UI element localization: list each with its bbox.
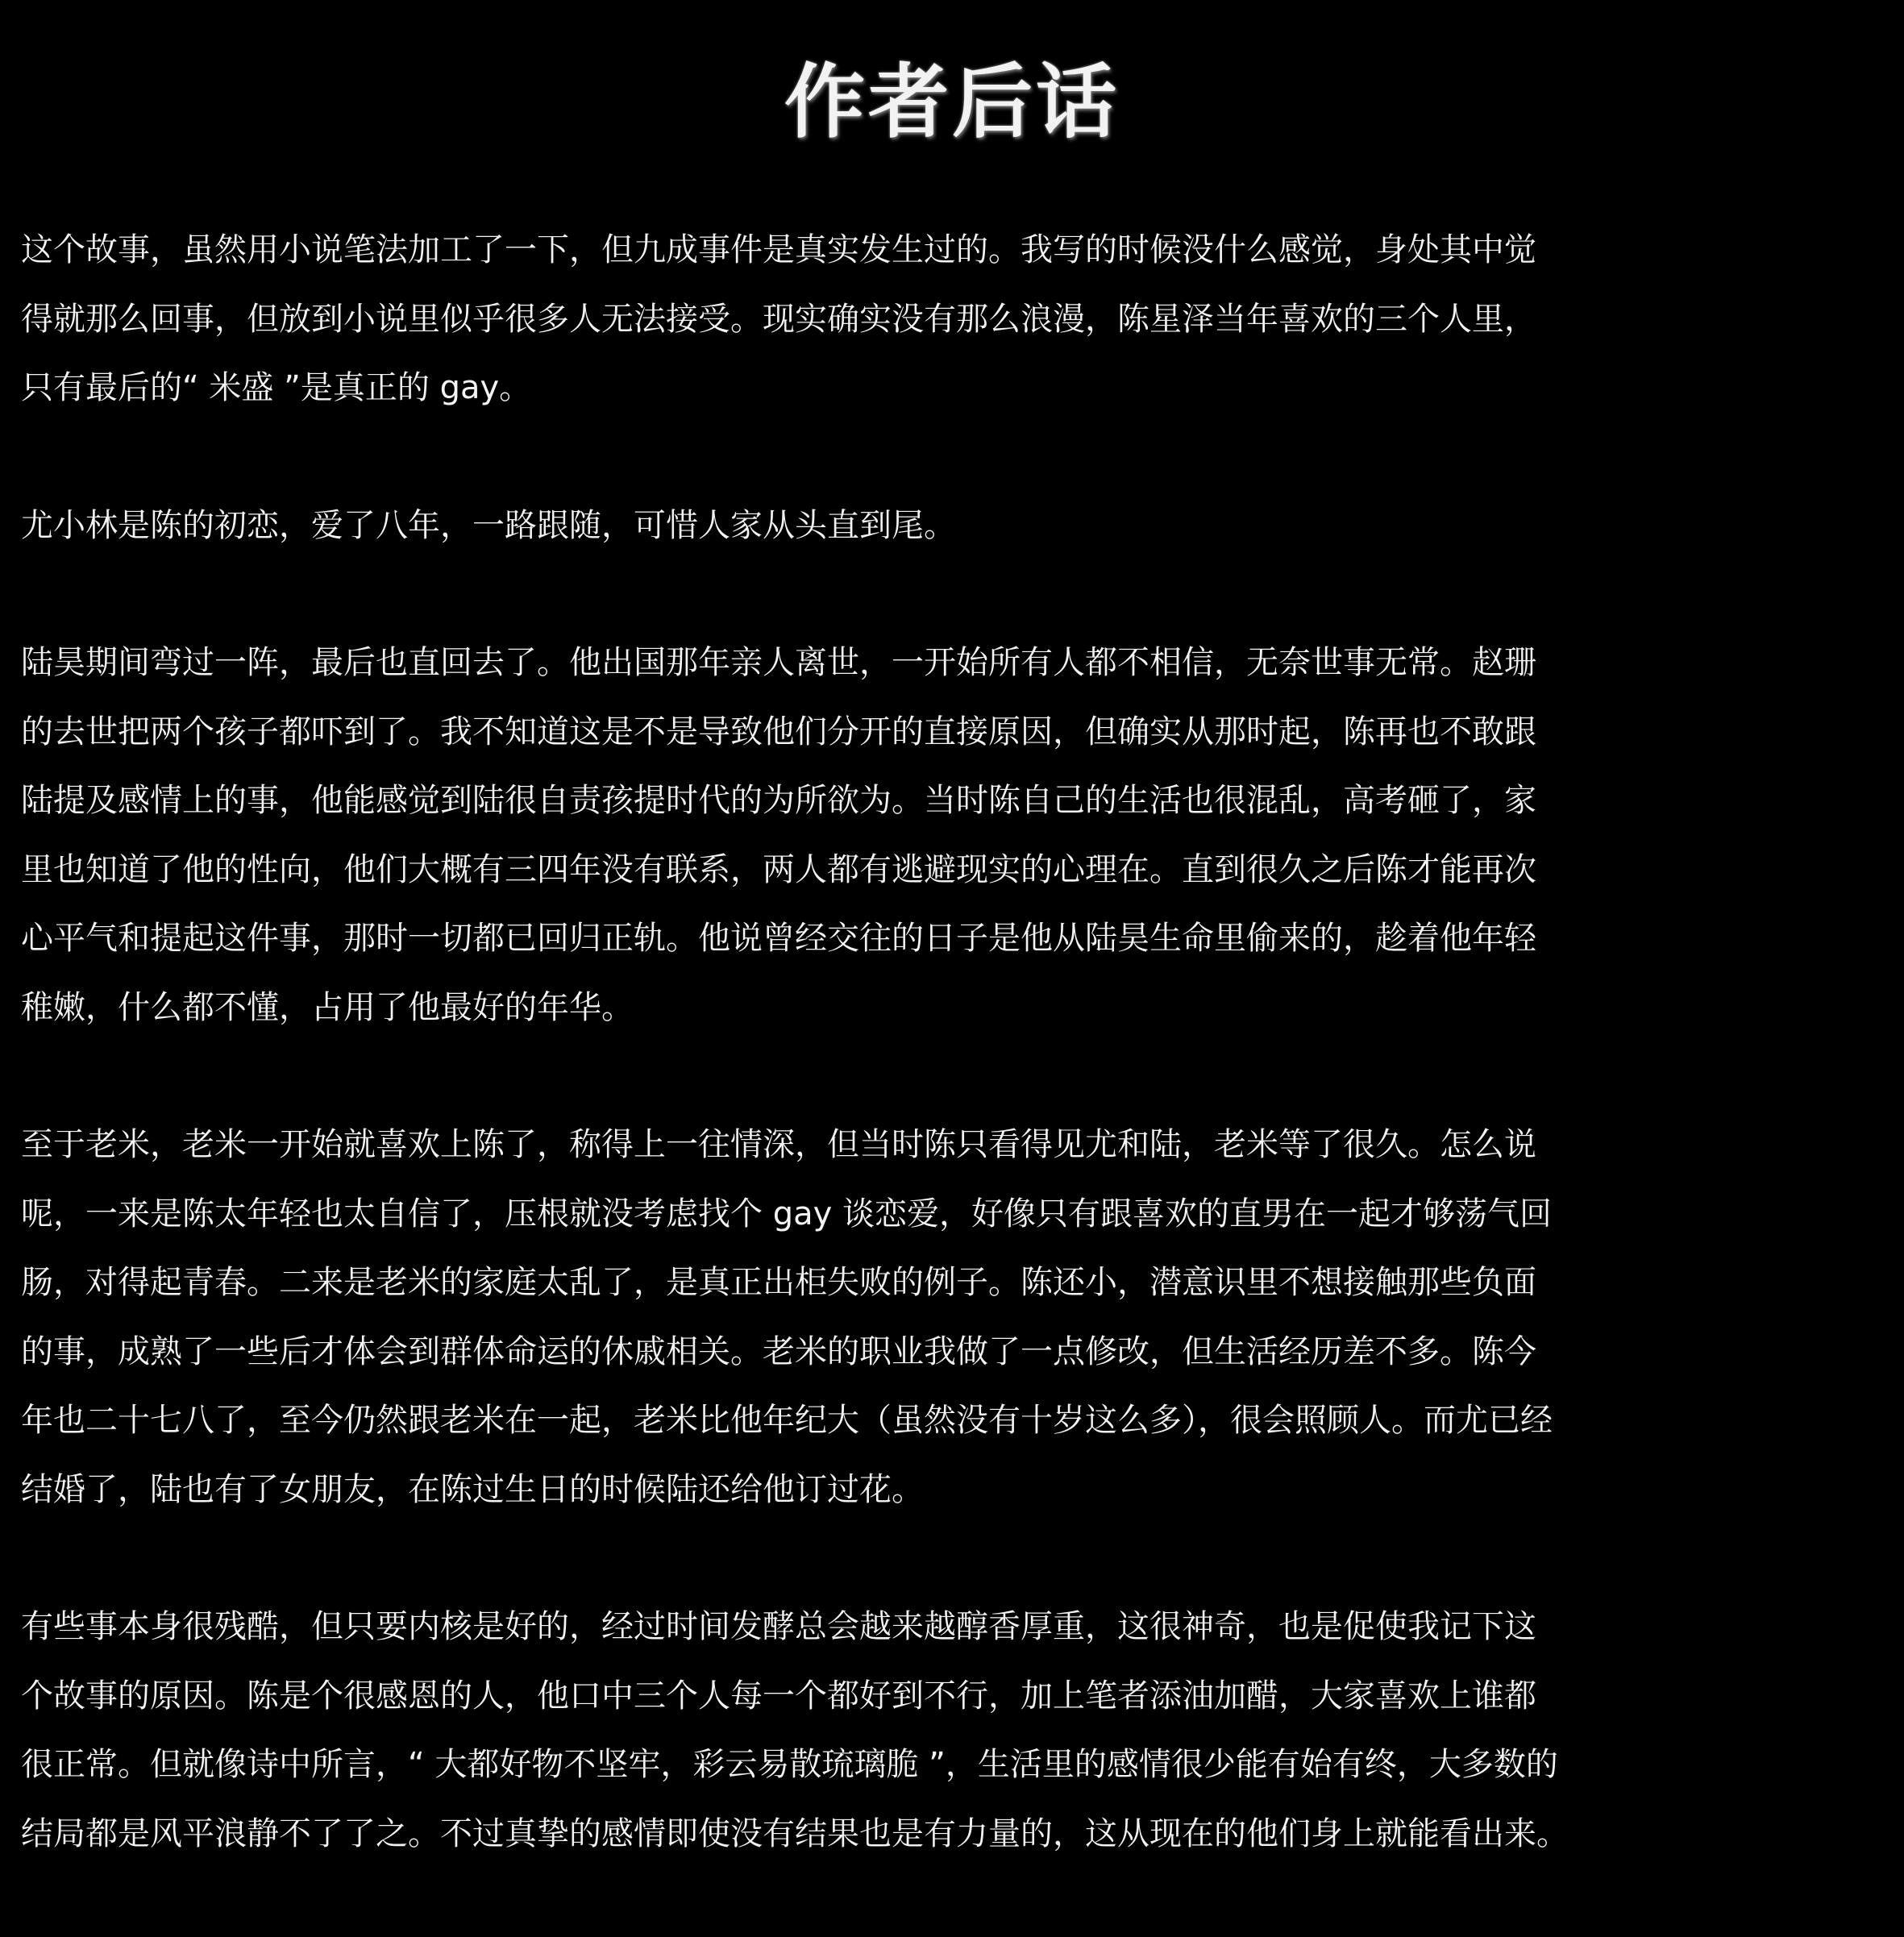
- paragraph-5: [21, 1593, 1891, 1868]
- page-title: 作者后话: [784, 55, 1120, 149]
- paragraph-2: [21, 492, 1891, 561]
- text-line: 年也二十七八了，至今仍然跟老米在一起，老米比他年纪大（虽然没有十岁这么多），很会照顾人。而尤已经: [21, 1402, 1553, 1439]
- text-line: 很正常。但就像诗中所言，“ 大都好物不坚牢，彩云易散琉璃脆 ”，生活里的感情很少能有始有终，大多数的: [21, 1746, 1558, 1783]
- text-line: 的事，成熟了一些后才体会到群体命运的休戚相关。老米的职业我做了一点修改，但生活经历差不多。陈今: [21, 1332, 1536, 1370]
- text-line: 结局都是风平浪静不了了之。不过真挚的感情即使没有结果也是有力量的，这从现在的他们身上就能看出来。: [21, 1814, 1569, 1852]
- text-line: 稚嫩，什么都不懂，占用了他最好的年华。: [21, 988, 634, 1026]
- text-line: 里也知道了他的性向，他们大概有三四年没有联系，两人都有逃避现实的心理在。直到很久之后陈才能再次: [21, 850, 1536, 888]
- text-line: 结婚了，陆也有了女朋友，在陈过生日的时候陆还给他订过花。: [21, 1470, 924, 1508]
- text-line: 至于老米，老米一开始就喜欢上陈了，称得上一往情深，但当时陈只看得见尤和陆，老米等了很久。怎么说: [21, 1126, 1536, 1163]
- text-line: 尤小林是陈的初恋，爱了八年，一路跟随，可惜人家从头直到尾。: [21, 506, 956, 544]
- text-line: 心平气和提起这件事，那时一切都已回归正轨。他说曾经交往的日子是他从陆昊生命里偷来的，趁着他年轻: [21, 920, 1536, 957]
- text-line: 只有最后的“ 米盛 ”是真正的 gay。: [21, 369, 532, 406]
- afterword-body: [21, 216, 1891, 1937]
- text-line: 的去世把两个孩子都吓到了。我不知道这是不是导致他们分开的直接原因，但确实从那时起，陈再也不敢跟: [21, 713, 1536, 750]
- text-line: 个故事的原因。陈是个很感恩的人，他口中三个人每一个都好到不行，加上笔者添油加醋，大家喜欢上谁都: [21, 1677, 1536, 1715]
- text-line: 肠，对得起青春。二来是老米的家庭太乱了，是真正出柜失败的例子。陈还小，潜意识里不想接触那些负面: [21, 1264, 1536, 1301]
- text-line: 这个故事，虽然用小说笔法加工了一下，但九成事件是真实发生过的。我写的时候没什么感觉，身处其中觉: [21, 231, 1536, 268]
- text-line: 陆提及感情上的事，他能感觉到陆很自责孩提时代的为所欲为。当时陈自己的生活也很混乱，高考砸了，家: [21, 782, 1536, 819]
- text-line: 得就那么回事，但放到小说里似乎很多人无法接受。现实确实没有那么浪漫，陈星泽当年喜欢的三个人里，: [21, 300, 1536, 338]
- paragraph-3: [21, 629, 1891, 1042]
- paragraph-1: [21, 216, 1891, 423]
- paragraph-4: [21, 1111, 1891, 1524]
- text-line: 呢，一来是陈太年轻也太自信了，压根就没考虑找个 gay 谈恋爱，好像只有跟喜欢的直男在一起才够荡气回: [21, 1195, 1553, 1232]
- text-line: 有些事本身很残酷，但只要内核是好的，经过时间发酵总会越来越醇香厚重，这很神奇，也是促使我记下这: [21, 1608, 1536, 1645]
- text-line: 陆昊期间弯过一阵，最后也直回去了。他出国那年亲人离世，一开始所有人都不相信，无奈世事无常。赵珊: [21, 644, 1536, 681]
